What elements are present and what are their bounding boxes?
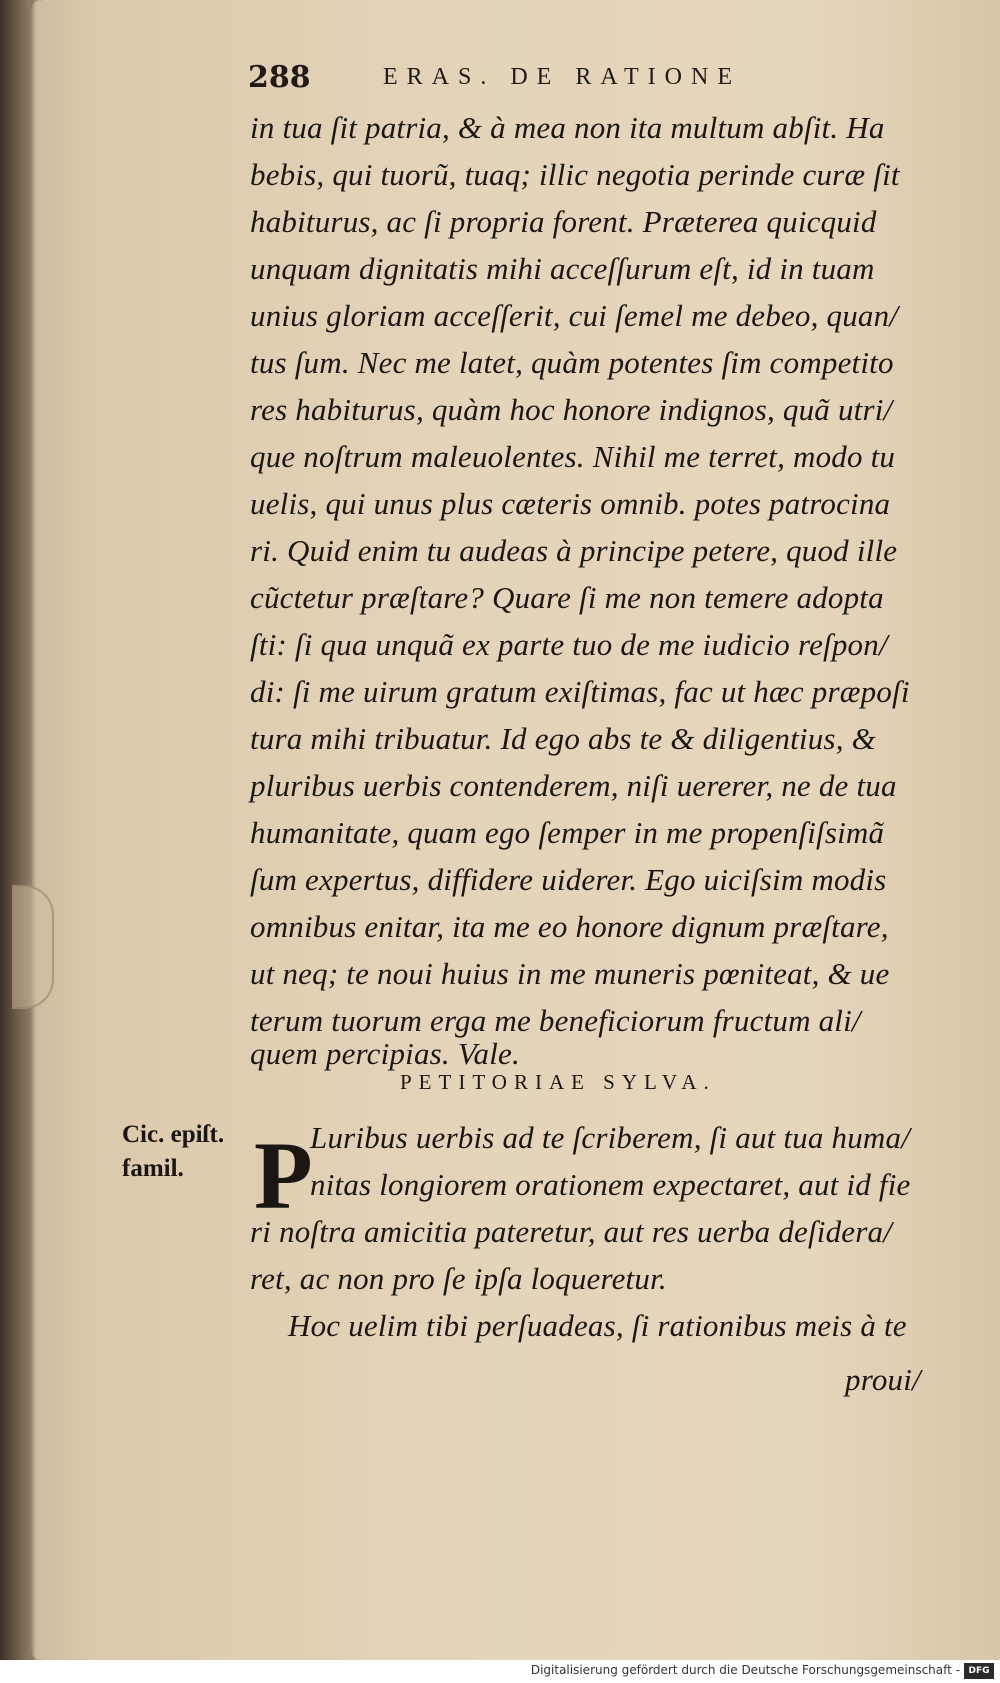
marginal-note [122, 1118, 224, 1186]
text-line: ſum expertus, diffidere uiderer. Ego uiciſsim modis [250, 862, 887, 897]
text-line: ret, ac non pro ſe ipſa loqueretur. [250, 1261, 667, 1296]
digitization-footer [0, 1660, 1000, 1683]
text-line: uelis, qui unus plus cæteris omnib. potes patrocina [250, 486, 891, 521]
text-line: nitas longiorem orationem expectaret, aut id fie [310, 1167, 911, 1202]
folio-number: 288 [248, 60, 311, 95]
footer-credit: Digitalisierung gefördert durch die Deutsche Forschungsgemeinschaft - [530, 1663, 960, 1677]
page-header [248, 60, 828, 100]
text-line: omnibus enitar, ita me eo honore dignum præſtare, [250, 909, 889, 944]
marginal-note-line: Cic. epiſt. [122, 1121, 225, 1148]
text-line: bebis, qui tuorũ, tuaq; illic negotia perinde curæ ſit [250, 157, 900, 192]
drop-cap: P [254, 1122, 313, 1229]
text-line: in tua ſit patria, & à mea non ita multum abſit. Ha [250, 110, 885, 145]
text-line: terum tuorum erga me beneficiorum fructum ali/ [250, 1003, 861, 1038]
text-line: unquam dignitatis mihi acceſſurum eſt, id in tuam [250, 251, 875, 286]
text-line: di: ſi me uirum gratum exiſtimas, fac ut hæc præpoſi [250, 674, 910, 709]
text-line: unius gloriam acceſſerit, cui ſemel me debeo, quan/ [250, 298, 899, 333]
text-line: res habiturus, quàm hoc honore indignos, quã utri/ [250, 392, 893, 427]
catchword: proui/ [845, 1362, 921, 1397]
text-line: humanitate, quam ego ſemper in me propenſiſsimã [250, 815, 885, 850]
marginal-note-line: famil. [122, 1155, 184, 1182]
text-line: tus ſum. Nec me latet, quàm potentes ſim competito [250, 345, 894, 380]
text-line: pluribus uerbis contenderem, niſi uererer, ne de tua [250, 768, 897, 803]
text-line: que noſtrum maleuolentes. Nihil me terret, modo tu [250, 439, 896, 474]
text-line: habiturus, ac ſi propria forent. Præterea quicquid [250, 204, 877, 239]
text-line: ut neq; te noui huius in me muneris pœniteat, & ue [250, 956, 890, 991]
running-head: ERAS. DE RATIONE [383, 64, 741, 90]
text-line: ri noſtra amicitia pateretur, aut res uerba deſidera/ [250, 1214, 893, 1249]
page-gutter [30, 0, 36, 1660]
section-heading: PETITORIAE SYLVA. [400, 1070, 716, 1094]
text-line: quem percipias. Vale. [250, 1036, 520, 1071]
text-line: ſti: ſi qua unquã ex parte tuo de me iudicio reſpon/ [250, 627, 888, 662]
text-line: Luribus uerbis ad te ſcriberem, ſi aut tua huma/ [310, 1120, 911, 1155]
text-line: ri. Quid enim tu audeas à principe petere, quod ille [250, 533, 898, 568]
text-line: tura mihi tribuatur. Id ego abs te & diligentius, & [250, 721, 876, 756]
page-tab-mark [12, 885, 54, 1009]
text-line: Hoc uelim tibi perſuadeas, ſi rationibus meis à te [288, 1308, 907, 1343]
text-line: cũctetur præſtare? Quare ſi me non temere adopta [250, 580, 884, 615]
dfg-logo-icon: DFG [964, 1663, 994, 1679]
